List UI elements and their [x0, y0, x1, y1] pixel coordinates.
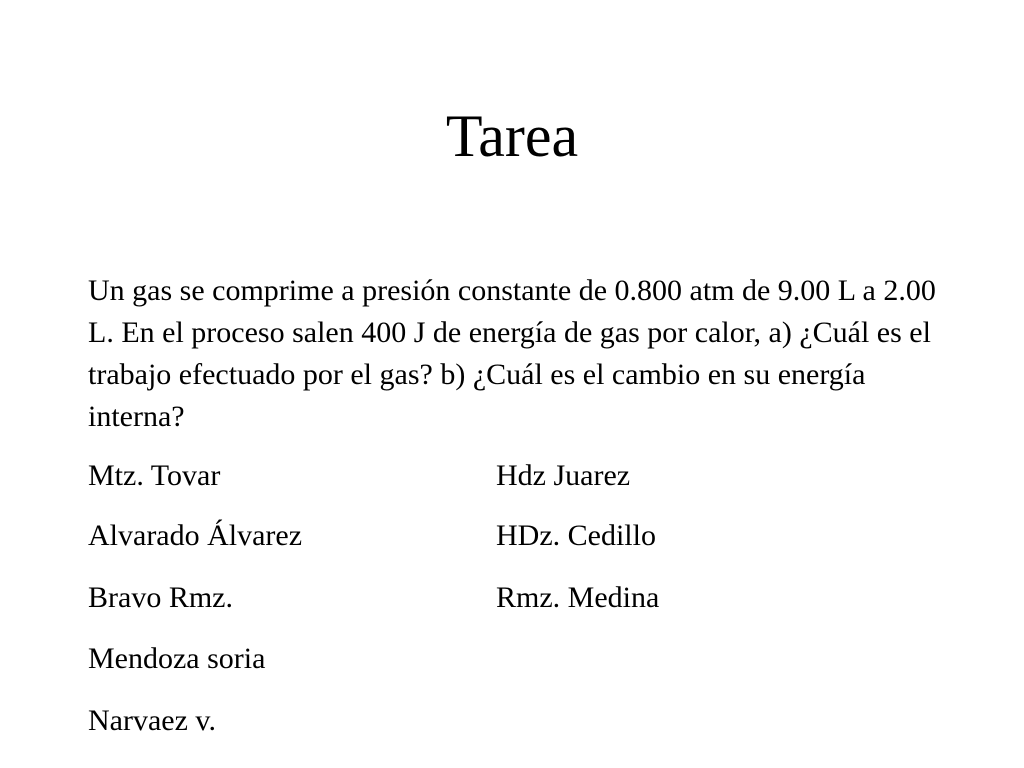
- student-name-left-2: Alvarado Álvarez: [88, 519, 303, 552]
- student-name-left-1: Mtz. Tovar: [88, 459, 221, 492]
- student-name-right-1: Hdz Juarez: [496, 459, 631, 492]
- problem-statement: Un gas se comprime a presión constante de 0.800 atm de 9.00 L a 2.00 L. En el proceso salen 400 J de energía de gas por calor, a) ¿Cuál es el trabajo efectuado por el gas? b) ¿Cuál es el cambio en su energía interna?: [88, 274, 936, 433]
- student-name-right-3: Rmz. Medina: [496, 581, 660, 614]
- student-name-left-5: Narvaez v.: [88, 704, 216, 737]
- student-name-left-4: Mendoza soria: [88, 642, 266, 675]
- student-name-left-3: Bravo Rmz.: [88, 581, 233, 614]
- student-name-right-2: HDz. Cedillo: [496, 519, 656, 552]
- slide-title: Tarea: [445, 103, 579, 169]
